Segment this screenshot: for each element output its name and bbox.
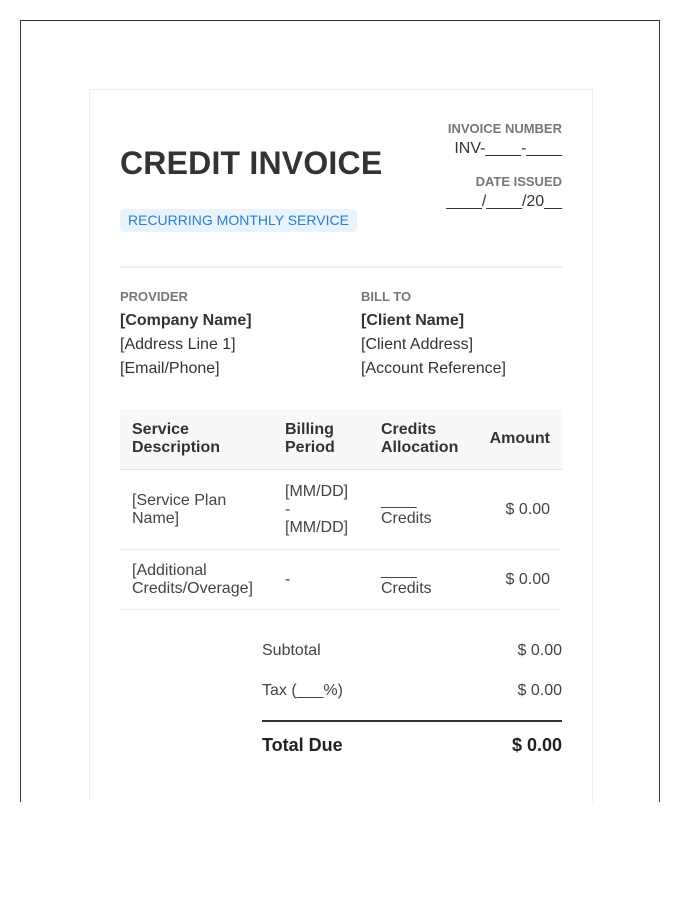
table-row	[120, 550, 562, 610]
total-divider	[262, 720, 562, 722]
row-description: [Service Plan Name]	[120, 470, 273, 550]
client-address: [Client Address]	[361, 336, 474, 353]
date-issued-block	[446, 174, 562, 211]
invoice-title: CREDIT INVOICE	[120, 145, 383, 181]
provider-contact: [Email/Phone]	[120, 360, 220, 377]
line-items-table	[120, 409, 562, 610]
date-issued-label: DATE ISSUED	[475, 174, 562, 189]
row-credits: ____ Credits	[369, 470, 477, 550]
header-credits-allocation: Credits Allocation	[369, 409, 477, 470]
invoice-number-label: INVOICE NUMBER	[447, 121, 562, 136]
row-billing-period: -	[273, 550, 369, 610]
subtotal-label: Subtotal	[262, 642, 321, 659]
subtotal-row	[262, 642, 562, 660]
row-amount: $ 0.00	[477, 470, 562, 550]
total-due-value: $ 0.00	[511, 735, 562, 755]
header-divider	[120, 266, 562, 268]
bill-to-label: BILL TO	[361, 289, 412, 304]
invoice-number-block	[448, 121, 562, 158]
table-header-row	[120, 409, 562, 470]
service-type-badge: RECURRING MONTHLY SERVICE	[120, 209, 357, 232]
row-billing-period: [MM/DD] - [MM/DD]	[273, 470, 369, 550]
tax-row	[262, 682, 562, 700]
provider-block	[120, 289, 252, 381]
bill-to-block	[361, 289, 506, 381]
provider-label: PROVIDER	[120, 289, 188, 304]
row-amount: $ 0.00	[477, 550, 562, 610]
row-description: [Additional Credits/Overage]	[120, 550, 273, 610]
account-reference: [Account Reference]	[361, 360, 506, 377]
header-amount: Amount	[477, 409, 562, 470]
tax-value: $ 0.00	[517, 682, 562, 699]
client-name: [Client Name]	[361, 312, 465, 329]
date-issued-value: ____/____/20__	[446, 193, 562, 210]
table-row	[120, 470, 562, 550]
provider-address: [Address Line 1]	[120, 336, 236, 353]
invoice-number-value: INV-____-____	[454, 140, 562, 157]
header-billing-period: Billing Period	[273, 409, 369, 470]
total-due-label: Total Due	[262, 735, 343, 755]
total-due-row	[262, 735, 562, 756]
tax-label: Tax (___%)	[262, 682, 343, 699]
provider-name: [Company Name]	[120, 312, 252, 329]
subtotal-value: $ 0.00	[517, 642, 562, 659]
header-service-description: Service Description	[120, 409, 273, 470]
row-credits: ____ Credits	[369, 550, 477, 610]
